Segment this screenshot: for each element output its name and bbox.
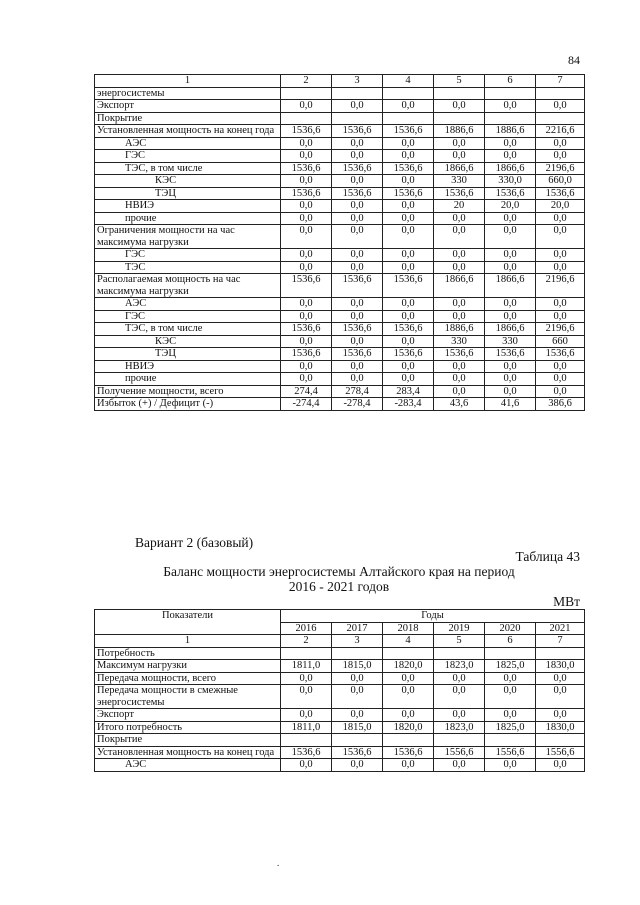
value-cell: 0,0: [281, 100, 332, 113]
row-label: Максимум нагрузки: [95, 660, 281, 673]
row-label: Получение мощности, всего: [95, 385, 281, 398]
value-cell: 330: [434, 175, 485, 188]
value-cell: 1815,0: [332, 721, 383, 734]
value-cell: 0,0: [485, 137, 536, 150]
empty-cell: [485, 734, 536, 747]
value-cell: 0,0: [281, 298, 332, 311]
table-row: [95, 187, 585, 200]
row-label: ТЭЦ: [95, 348, 281, 361]
table-row: [95, 162, 585, 175]
row-label: Избыток (+) / Дефицит (-): [95, 398, 281, 411]
column-number: 2: [281, 635, 332, 648]
value-cell: 330: [434, 335, 485, 348]
value-cell: 0,0: [332, 373, 383, 386]
value-cell: 2196,6: [536, 162, 585, 175]
value-cell: 0,0: [383, 310, 434, 323]
value-cell: 274,4: [281, 385, 332, 398]
value-cell: 0,0: [383, 212, 434, 225]
row-label: Экспорт: [95, 709, 281, 722]
value-cell: 0,0: [434, 759, 485, 772]
table-row: [95, 175, 585, 188]
column-number: 5: [434, 635, 485, 648]
value-cell: 0,0: [485, 709, 536, 722]
empty-cell: [332, 647, 383, 660]
value-cell: 0,0: [485, 373, 536, 386]
value-cell: 0,0: [485, 360, 536, 373]
value-cell: 0,0: [281, 685, 332, 709]
row-label: Располагаемая мощность на час максимума нагрузки: [95, 274, 281, 298]
empty-cell: [281, 734, 332, 747]
value-cell: 0,0: [485, 385, 536, 398]
empty-cell: [332, 112, 383, 125]
value-cell: 0,0: [485, 672, 536, 685]
value-cell: 0,0: [485, 261, 536, 274]
column-number: 7: [536, 75, 585, 88]
value-cell: 0,0: [383, 200, 434, 213]
column-number: 3: [332, 635, 383, 648]
years-header: Годы: [281, 610, 585, 623]
value-cell: 0,0: [383, 672, 434, 685]
value-cell: 0,0: [332, 685, 383, 709]
row-label: АЭС: [95, 759, 281, 772]
table-row: [95, 274, 585, 298]
value-cell: 0,0: [485, 150, 536, 163]
value-cell: 0,0: [281, 310, 332, 323]
value-cell: 1536,6: [332, 746, 383, 759]
value-cell: 1536,6: [485, 187, 536, 200]
value-cell: 0,0: [281, 373, 332, 386]
table-row: [95, 672, 585, 685]
value-cell: 0,0: [332, 310, 383, 323]
value-cell: 0,0: [332, 249, 383, 262]
value-cell: 0,0: [536, 759, 585, 772]
value-cell: 0,0: [332, 759, 383, 772]
table-row: [95, 734, 585, 747]
value-cell: 0,0: [536, 137, 585, 150]
value-cell: 20,0: [485, 200, 536, 213]
empty-cell: [485, 87, 536, 100]
header-row: [95, 75, 585, 88]
table-row: [95, 150, 585, 163]
row-label: КЭС: [95, 175, 281, 188]
row-label: ТЭС, в том числе: [95, 162, 281, 175]
value-cell: 1811,0: [281, 721, 332, 734]
value-cell: 1886,6: [434, 323, 485, 336]
value-cell: 0,0: [281, 212, 332, 225]
value-cell: 1536,6: [383, 746, 434, 759]
value-cell: 283,4: [383, 385, 434, 398]
value-cell: 1815,0: [332, 660, 383, 673]
value-cell: 0,0: [434, 100, 485, 113]
value-cell: 1536,6: [434, 348, 485, 361]
row-label: ТЭС, в том числе: [95, 323, 281, 336]
column-number: 1: [95, 75, 281, 88]
empty-cell: [536, 647, 585, 660]
value-cell: 0,0: [332, 225, 383, 249]
row-label: АЭС: [95, 137, 281, 150]
empty-cell: [485, 647, 536, 660]
value-cell: 1536,6: [332, 162, 383, 175]
value-cell: 0,0: [485, 225, 536, 249]
value-cell: 0,0: [383, 360, 434, 373]
value-cell: 1536,6: [434, 187, 485, 200]
value-cell: 0,0: [281, 200, 332, 213]
value-cell: 0,0: [281, 261, 332, 274]
value-cell: 1536,6: [281, 274, 332, 298]
value-cell: 1811,0: [281, 660, 332, 673]
value-cell: 0,0: [332, 298, 383, 311]
value-cell: 0,0: [332, 335, 383, 348]
value-cell: 1556,6: [536, 746, 585, 759]
stray-mark: .: [277, 858, 280, 868]
value-cell: 1536,6: [281, 348, 332, 361]
value-cell: 0,0: [485, 310, 536, 323]
table-row: [95, 212, 585, 225]
value-cell: 0,0: [485, 685, 536, 709]
value-cell: 2216,6: [536, 125, 585, 138]
empty-cell: [434, 87, 485, 100]
row-label: КЭС: [95, 335, 281, 348]
empty-cell: [383, 734, 434, 747]
value-cell: 1866,6: [434, 162, 485, 175]
value-cell: 0,0: [281, 137, 332, 150]
table-row: [95, 298, 585, 311]
value-cell: 1536,6: [383, 162, 434, 175]
year-header: 2016: [281, 622, 332, 635]
value-cell: 0,0: [383, 249, 434, 262]
value-cell: 1536,6: [332, 323, 383, 336]
value-cell: 0,0: [434, 672, 485, 685]
numbering-row: [95, 635, 585, 648]
caption-line-2: 2016 - 2021 годов: [288, 579, 390, 594]
table-caption: [94, 564, 584, 594]
table-number: Таблица 43: [515, 549, 580, 564]
value-cell: 0,0: [536, 298, 585, 311]
value-cell: 0,0: [383, 759, 434, 772]
column-number: 6: [485, 75, 536, 88]
year-header: 2021: [536, 622, 585, 635]
table-row: [95, 225, 585, 249]
value-cell: 0,0: [434, 150, 485, 163]
value-cell: 20,0: [536, 200, 585, 213]
value-cell: 43,6: [434, 398, 485, 411]
value-cell: 1536,6: [383, 274, 434, 298]
table-row: [95, 249, 585, 262]
row-label: ТЭЦ: [95, 187, 281, 200]
table-row: [95, 112, 585, 125]
value-cell: 0,0: [434, 310, 485, 323]
value-cell: 1536,6: [281, 746, 332, 759]
variant-title: Вариант 2 (базовый): [135, 535, 254, 550]
value-cell: 0,0: [485, 249, 536, 262]
row-label: ТЭС: [95, 261, 281, 274]
value-cell: 0,0: [434, 249, 485, 262]
value-cell: 0,0: [281, 249, 332, 262]
value-cell: 0,0: [332, 672, 383, 685]
empty-cell: [281, 87, 332, 100]
column-number: 6: [485, 635, 536, 648]
value-cell: 1866,6: [434, 274, 485, 298]
value-cell: 0,0: [434, 225, 485, 249]
value-cell: 0,0: [281, 150, 332, 163]
row-label: Покрытие: [95, 734, 281, 747]
column-number: 2: [281, 75, 332, 88]
table-row: [95, 685, 585, 709]
value-cell: 0,0: [281, 225, 332, 249]
row-label: Установленная мощность на конец года: [95, 746, 281, 759]
value-cell: 0,0: [536, 373, 585, 386]
table-row: [95, 373, 585, 386]
value-cell: 0,0: [434, 137, 485, 150]
value-cell: 1866,6: [485, 274, 536, 298]
value-cell: 0,0: [536, 709, 585, 722]
table-row: [95, 200, 585, 213]
value-cell: 1830,0: [536, 721, 585, 734]
row-label: прочие: [95, 373, 281, 386]
value-cell: 1536,6: [281, 323, 332, 336]
value-cell: 660,0: [536, 175, 585, 188]
value-cell: 0,0: [281, 360, 332, 373]
value-cell: 1820,0: [383, 660, 434, 673]
value-cell: 0,0: [536, 261, 585, 274]
year-header: 2017: [332, 622, 383, 635]
value-cell: 0,0: [434, 685, 485, 709]
value-cell: 1536,6: [383, 187, 434, 200]
value-cell: 1536,6: [536, 187, 585, 200]
empty-cell: [485, 112, 536, 125]
table-row: [95, 125, 585, 138]
value-cell: 1536,6: [332, 125, 383, 138]
row-label: Передача мощности в смежные энергосистемы: [95, 685, 281, 709]
table-row: [95, 746, 585, 759]
value-cell: 0,0: [332, 360, 383, 373]
value-cell: 0,0: [536, 249, 585, 262]
value-cell: 278,4: [332, 385, 383, 398]
value-cell: 1536,6: [332, 187, 383, 200]
value-cell: 1536,6: [383, 125, 434, 138]
value-cell: 0,0: [536, 150, 585, 163]
value-cell: 1536,6: [485, 348, 536, 361]
year-header: 2020: [485, 622, 536, 635]
empty-cell: [434, 734, 485, 747]
value-cell: 0,0: [536, 672, 585, 685]
table-row: [95, 261, 585, 274]
value-cell: 0,0: [434, 298, 485, 311]
value-cell: 1886,6: [434, 125, 485, 138]
value-cell: 0,0: [383, 150, 434, 163]
value-cell: 0,0: [332, 261, 383, 274]
value-cell: 1556,6: [485, 746, 536, 759]
value-cell: 0,0: [332, 709, 383, 722]
value-cell: 330,0: [485, 175, 536, 188]
value-cell: 0,0: [434, 261, 485, 274]
empty-cell: [536, 734, 585, 747]
unit-label: МВт: [553, 594, 580, 609]
table-row: [95, 323, 585, 336]
year-header: 2019: [434, 622, 485, 635]
value-cell: 2196,6: [536, 323, 585, 336]
value-cell: 0,0: [434, 385, 485, 398]
row-label: Экспорт: [95, 100, 281, 113]
row-label: НВИЭ: [95, 200, 281, 213]
empty-cell: [281, 647, 332, 660]
row-label: энергосистемы: [95, 87, 281, 100]
row-label: ГЭС: [95, 249, 281, 262]
table-row: [95, 100, 585, 113]
row-label: Покрытие: [95, 112, 281, 125]
row-label: Ограничения мощности на час максимума нагрузки: [95, 225, 281, 249]
value-cell: 2196,6: [536, 274, 585, 298]
value-cell: 0,0: [434, 212, 485, 225]
table-row: [95, 709, 585, 722]
value-cell: 1556,6: [434, 746, 485, 759]
row-label: Передача мощности, всего: [95, 672, 281, 685]
row-label: Установленная мощность на конец года: [95, 125, 281, 138]
value-cell: 1536,6: [332, 348, 383, 361]
value-cell: 1536,6: [281, 125, 332, 138]
column-number: 4: [383, 635, 434, 648]
header-row: [95, 610, 585, 623]
value-cell: 0,0: [434, 709, 485, 722]
value-cell: 0,0: [383, 298, 434, 311]
value-cell: 0,0: [383, 137, 434, 150]
table-row: [95, 310, 585, 323]
column-number: 1: [95, 635, 281, 648]
value-cell: 1536,6: [383, 323, 434, 336]
value-cell: 0,0: [536, 212, 585, 225]
table-row: [95, 647, 585, 660]
value-cell: 0,0: [332, 150, 383, 163]
value-cell: 0,0: [485, 212, 536, 225]
value-cell: 0,0: [383, 175, 434, 188]
value-cell: 660: [536, 335, 585, 348]
value-cell: 386,6: [536, 398, 585, 411]
table-row: [95, 137, 585, 150]
value-cell: 0,0: [485, 298, 536, 311]
value-cell: 1536,6: [281, 162, 332, 175]
value-cell: 0,0: [383, 709, 434, 722]
value-cell: -274,4: [281, 398, 332, 411]
row-label: Потребность: [95, 647, 281, 660]
value-cell: -283,4: [383, 398, 434, 411]
empty-cell: [536, 87, 585, 100]
value-cell: 1866,6: [485, 162, 536, 175]
value-cell: 1886,6: [485, 125, 536, 138]
value-cell: 0,0: [281, 672, 332, 685]
value-cell: 0,0: [383, 373, 434, 386]
table-row: [95, 398, 585, 411]
value-cell: 1823,0: [434, 660, 485, 673]
value-cell: 0,0: [536, 310, 585, 323]
row-label: НВИЭ: [95, 360, 281, 373]
value-cell: 41,6: [485, 398, 536, 411]
value-cell: 0,0: [536, 360, 585, 373]
column-number: 7: [536, 635, 585, 648]
value-cell: 0,0: [383, 261, 434, 274]
row-label: АЭС: [95, 298, 281, 311]
empty-cell: [434, 647, 485, 660]
value-cell: 1536,6: [332, 274, 383, 298]
value-cell: 1830,0: [536, 660, 585, 673]
value-cell: 0,0: [332, 200, 383, 213]
value-cell: 0,0: [332, 137, 383, 150]
column-number: 5: [434, 75, 485, 88]
column-number: 3: [332, 75, 383, 88]
year-header: 2018: [383, 622, 434, 635]
value-cell: 0,0: [536, 685, 585, 709]
row-label: ГЭС: [95, 150, 281, 163]
value-cell: 0,0: [536, 225, 585, 249]
power-balance-table-variant-2: [94, 609, 585, 772]
table-row: [95, 87, 585, 100]
page-number: 84: [568, 53, 580, 67]
value-cell: 0,0: [434, 373, 485, 386]
empty-cell: [536, 112, 585, 125]
value-cell: 330: [485, 335, 536, 348]
value-cell: 20: [434, 200, 485, 213]
empty-cell: [332, 87, 383, 100]
table-row: [95, 335, 585, 348]
value-cell: 0,0: [485, 100, 536, 113]
caption-line-1: Баланс мощности энергосистемы Алтайского края на период: [163, 564, 515, 579]
empty-cell: [383, 112, 434, 125]
value-cell: 0,0: [383, 225, 434, 249]
value-cell: 1536,6: [281, 187, 332, 200]
empty-cell: [434, 112, 485, 125]
value-cell: 1823,0: [434, 721, 485, 734]
value-cell: 0,0: [332, 175, 383, 188]
value-cell: 1825,0: [485, 721, 536, 734]
row-label: Итого потребность: [95, 721, 281, 734]
value-cell: 1825,0: [485, 660, 536, 673]
value-cell: 0,0: [536, 100, 585, 113]
value-cell: 0,0: [332, 212, 383, 225]
table-row: [95, 759, 585, 772]
value-cell: 1866,6: [485, 323, 536, 336]
value-cell: 0,0: [332, 100, 383, 113]
value-cell: 1820,0: [383, 721, 434, 734]
column-number: 4: [383, 75, 434, 88]
empty-cell: [281, 112, 332, 125]
value-cell: 0,0: [434, 360, 485, 373]
indicators-header: Показатели: [95, 610, 281, 635]
table-row: [95, 348, 585, 361]
value-cell: 0,0: [383, 100, 434, 113]
empty-cell: [383, 87, 434, 100]
value-cell: 0,0: [536, 385, 585, 398]
value-cell: 1536,6: [536, 348, 585, 361]
value-cell: 0,0: [383, 685, 434, 709]
table-row: [95, 385, 585, 398]
value-cell: 0,0: [383, 335, 434, 348]
value-cell: 0,0: [281, 335, 332, 348]
value-cell: 0,0: [281, 175, 332, 188]
value-cell: 0,0: [281, 709, 332, 722]
row-label: ГЭС: [95, 310, 281, 323]
empty-cell: [332, 734, 383, 747]
empty-cell: [383, 647, 434, 660]
power-balance-table-continued: [94, 74, 585, 411]
value-cell: -278,4: [332, 398, 383, 411]
table-row: [95, 721, 585, 734]
value-cell: 1536,6: [383, 348, 434, 361]
value-cell: 0,0: [281, 759, 332, 772]
value-cell: 0,0: [485, 759, 536, 772]
table-row: [95, 360, 585, 373]
row-label: прочие: [95, 212, 281, 225]
table-row: [95, 660, 585, 673]
